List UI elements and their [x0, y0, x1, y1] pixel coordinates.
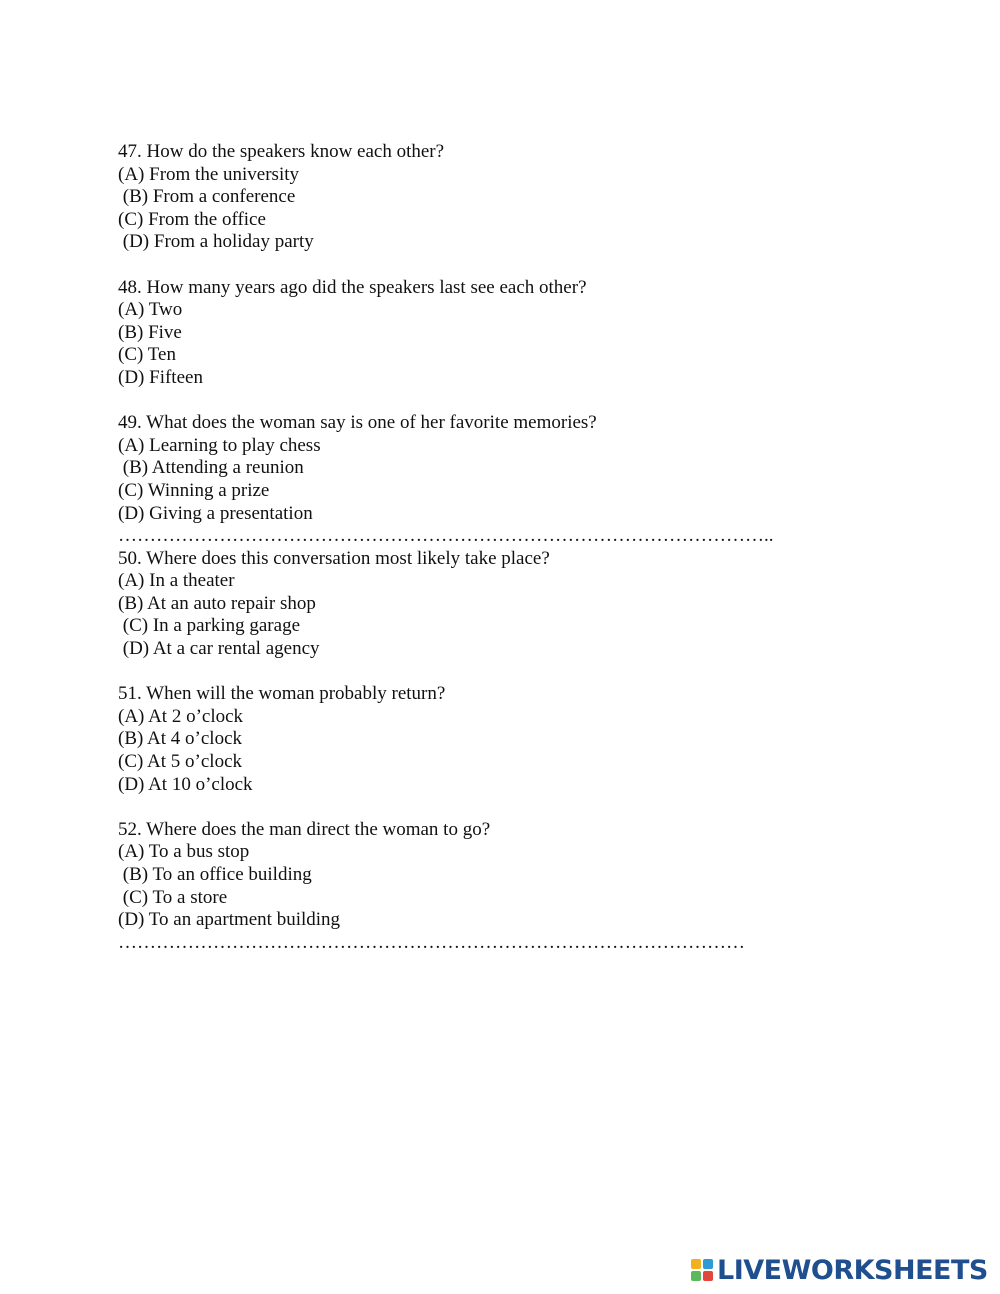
answer-option: (C) In a parking garage	[118, 615, 301, 637]
liveworksheets-logo	[691, 1255, 988, 1285]
answer-option: (C) At 5 o’clock	[118, 751, 243, 773]
answer-option: (A) From the university	[118, 163, 300, 185]
answer-option: (A) In a theater	[118, 570, 235, 592]
question-block-52	[118, 819, 878, 932]
question-text: 49. What does the woman say is one of her favorite memories?	[118, 412, 597, 434]
answer-option: (C) Ten	[118, 344, 176, 366]
answer-option: (B) At an auto repair shop	[118, 592, 316, 614]
answer-option: (B) At 4 o’clock	[118, 728, 243, 750]
answer-option: (D) From a holiday party	[118, 231, 314, 253]
answer-option: (B) From a conference	[118, 186, 296, 208]
question-block-50	[118, 548, 878, 661]
answer-option: (C) To a store	[118, 886, 228, 908]
answer-option: (C) Winning a prize	[118, 479, 270, 501]
question-text: 52. Where does the man direct the woman to go?	[118, 818, 491, 840]
question-block-48	[118, 277, 878, 390]
spacer	[118, 796, 878, 819]
question-text: 48. How many years ago did the speakers last see each other?	[118, 276, 587, 298]
question-block-49	[118, 412, 878, 525]
answer-option: (B) To an office building	[118, 864, 312, 885]
answer-option: (D) At 10 o’clock	[118, 773, 253, 795]
answer-option: (D) Giving a presentation	[118, 502, 313, 524]
answer-option: (D) To an apartment building	[118, 909, 341, 931]
answer-option: (C) From the office	[118, 208, 266, 230]
logo-square	[703, 1259, 713, 1269]
answer-option: (A) Learning to play chess	[118, 434, 321, 456]
logo-grid-icon	[691, 1259, 713, 1281]
question-text: 47. How do the speakers know each other?	[118, 141, 445, 162]
answer-option: (D) Fifteen	[118, 366, 203, 388]
dotted-separator: …………………………………………………………………………………………..	[118, 525, 774, 547]
question-text: 50. Where does this conversation most likely take place?	[118, 547, 550, 569]
answer-option: (B) Attending a reunion	[118, 457, 304, 479]
question-text: 51. When will the woman probably return?	[118, 683, 446, 705]
answer-option: (A) Two	[118, 299, 183, 321]
answer-option: (A) At 2 o’clock	[118, 705, 244, 727]
worksheet	[118, 141, 878, 954]
answer-option: (D) At a car rental agency	[118, 638, 320, 660]
answer-option: (A) To a bus stop	[118, 841, 250, 863]
logo-text: LIVEWORKSHEETS	[717, 1254, 988, 1286]
question-block-47	[118, 141, 878, 254]
logo-square	[691, 1271, 701, 1281]
spacer	[118, 390, 878, 413]
spacer	[118, 661, 878, 684]
dotted-separator: ………………………………………………………………………………………	[118, 931, 745, 953]
question-block-51	[118, 683, 878, 796]
spacer	[118, 254, 878, 277]
logo-square	[691, 1259, 701, 1269]
logo-square	[703, 1271, 713, 1281]
answer-option: (B) Five	[118, 321, 182, 343]
